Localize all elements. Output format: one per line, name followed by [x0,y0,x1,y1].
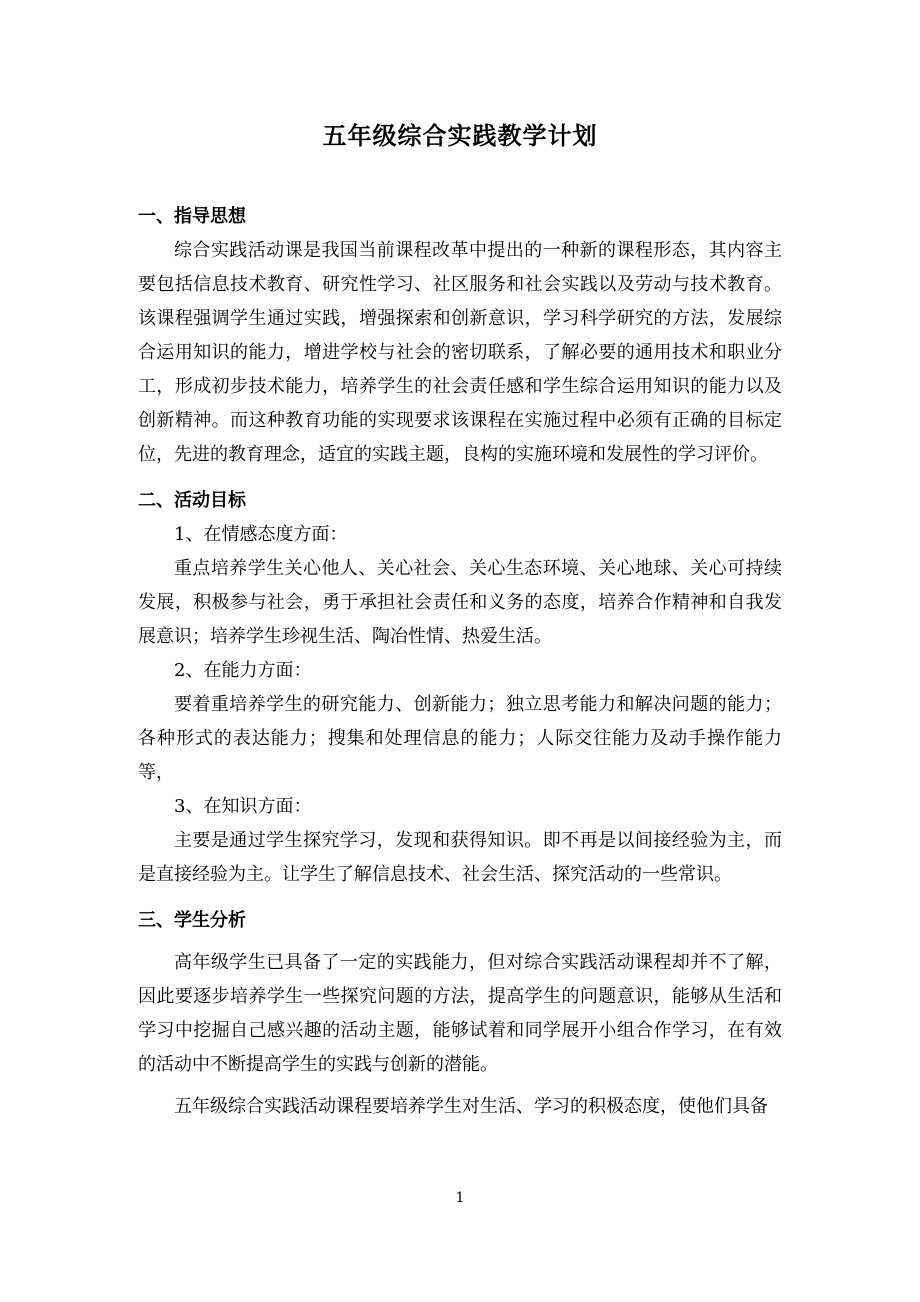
goal-text: 重点培养学生关心他人、关心社会、关心生态环境、关心地球、关心可持续发展，积极参与社会，勇于承担社会责任和义务的态度，培养合作精神和自我发展意识；培养学生珍视生活、陶冶性情、热爱生活。 [138,558,782,647]
section-paragraph: 高年级学生已具备了一定的实践能力，但对综合实践活动课程却并不了解，因此要逐步培养学生一些探究问题的方法，提高学生的问题意识，能够从生活和学习中挖掘自己感兴趣的活动主题，能够试着和同学展开小组合作学习，在有效的活动中不断提高学生的实践与创新的潜能。 [138,952,782,1075]
goal-text: 主要是通过学生探究学习，发现和获得知识。即不再是以间接经验为主，而是直接经验为主。让学生了解信息技术、社会生活、探究活动的一些常识。 [138,830,782,885]
goal-label: 2、在能力方面： [174,660,312,681]
document-title: 五年级综合实践教学计划 [322,121,598,150]
section-paragraph: 综合实践活动课是我国当前课程改革中提出的一种新的课程形态，其内容主要包括信息技术教育、研究性学习、社区服务和社会实践以及劳动与技术教育。该课程强调学生通过实践，增强探索和创新意识，学习科学研究的方法，发展综合运用知识的能力，增进学校与社会的密切联系，了解必要的通用技术和职业分工，形成初步技术能力，培养学生的社会责任感和学生综合运用知识的能力以及创新精神。而这种教育功能的实现要求该课程在实施过程中必须有正确的目标定位，先进的教育理念，适宜的实践主题，良构的实施环境和发展性的学习评价。 [138,240,782,465]
section-heading-student-analysis: 三、学生分析 [138,910,246,931]
section-paragraph: 五年级综合实践活动课程要培养学生对生活、学习的积极态度，使他们具备 [174,1096,768,1117]
section-heading-activity-goals: 二、活动目标 [138,490,246,511]
goal-label: 3、在知识方面： [174,796,312,817]
page-number: 1 [455,1190,465,1206]
document-body [138,200,782,1124]
section-heading-guiding-idea: 一、指导思想 [138,206,246,227]
goal-label: 1、在情感态度方面： [174,524,348,545]
goal-text: 要着重培养学生的研究能力、创新能力；独立思考能力和解决问题的能力；各种形式的表达能力；搜集和处理信息的能力；人际交往能力及动手操作能力等， [138,694,782,783]
